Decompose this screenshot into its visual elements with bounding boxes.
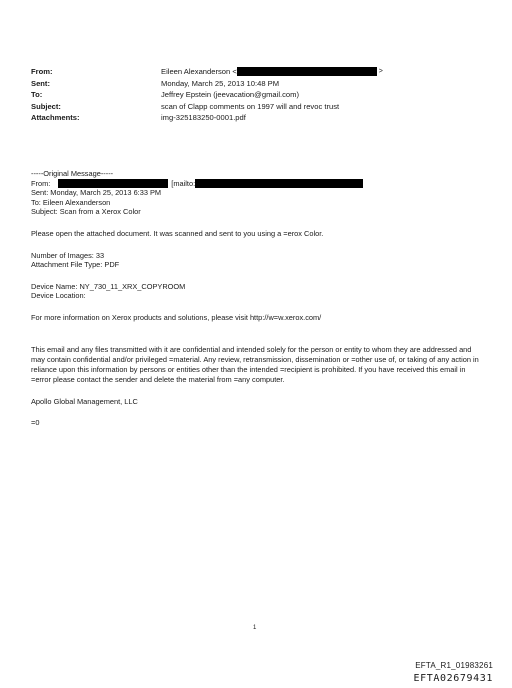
redaction-block [58, 179, 168, 188]
more-info-line: For more information on Xerox products and solutions, please visit http://w=w.xerox.com/ [31, 312, 322, 322]
original-to-line: To: Eileen Alexanderson [31, 197, 111, 207]
end-marker: =0 [31, 418, 40, 428]
sent-label: Sent: [31, 78, 50, 88]
header-row-subject [31, 101, 491, 113]
header-row-to [31, 89, 491, 101]
sent-value: Monday, March 25, 2013 10:48 PM [161, 78, 280, 88]
redaction-block [195, 179, 363, 188]
device-name: Device Name: NY_730_11_XRX_COPYROOM [31, 281, 186, 291]
from-value [161, 67, 383, 76]
header-row-from [31, 66, 491, 78]
redaction-block [237, 67, 377, 76]
attachments-label: Attachments: [31, 113, 80, 123]
to-value: Jeffrey Epstein (jeevacation@gmail.com) [161, 90, 299, 100]
original-from-line [31, 179, 486, 189]
from-name: Eileen Alexanderson < [161, 67, 237, 77]
company-name: Apollo Global Management, LLC [31, 396, 138, 406]
disclaimer-paragraph: This email and any files transmitted with it are confidential and intended solely for the person or entity to whom they are addressed and may contain confidential and/or privileged =material. Any review, retransmission, dissemination or =other use of, or taking of any action in reliance upon this information by persons or entities other than the intended =recipient is prohibited. If you have received this email in =error please contact the sender and delete the material from =any computer. [31, 344, 479, 384]
email-header [31, 66, 491, 124]
original-mailto: [mailto: [171, 178, 196, 188]
attachment-link[interactable]: img-325183250-0001.pdf [161, 113, 246, 123]
image-count: Number of Images: 33 [31, 250, 105, 260]
attachment-file-type: Attachment File Type: PDF [31, 260, 120, 270]
subject-label: Subject: [31, 101, 61, 111]
header-row-attachments [31, 112, 491, 124]
from-suffix: > [378, 68, 383, 76]
from-label: From: [31, 67, 53, 77]
original-subject-line: Subject: Scan from a Xerox Color [31, 207, 141, 217]
footer-reference-2: EFTA02679431 [413, 673, 493, 684]
subject-value: scan of Clapp comments on 1997 will and revoc trust [161, 101, 340, 111]
email-body [31, 169, 486, 428]
body-paragraph: Please open the attached document. It was scanned and sent to you using a =erox Color. [31, 228, 324, 238]
page-number: 1 [253, 625, 257, 631]
original-sent-line: Sent: Monday, March 25, 2013 6:33 PM [31, 188, 162, 198]
footer-reference-1: EFTA_R1_01983261 [415, 661, 493, 670]
original-from-label: From: [31, 178, 51, 188]
original-message-marker: -----Original Message----- [31, 169, 114, 178]
header-row-sent [31, 78, 491, 90]
device-location: Device Location: [31, 291, 86, 301]
to-label: To: [31, 90, 43, 100]
